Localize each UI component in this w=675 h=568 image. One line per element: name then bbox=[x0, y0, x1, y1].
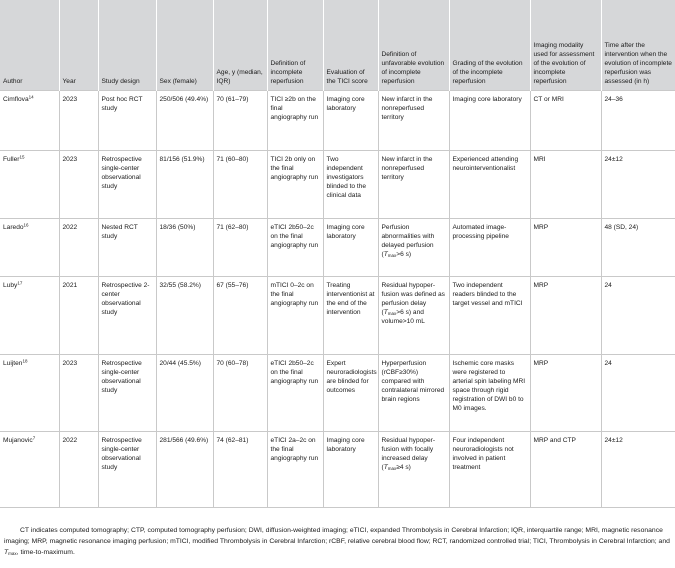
cell-year: 2023 bbox=[59, 354, 98, 431]
cell-author: Luijten$^{18}$ bbox=[0, 354, 59, 431]
cell-evaluation: Expert neuroradiologists are blinded for outcomes bbox=[323, 354, 378, 431]
cell-design: Post hoc RCT study bbox=[98, 90, 156, 150]
cell-author: Laredo$^{16}$ bbox=[0, 218, 59, 276]
cell-sex: 250/506 (49.4%) bbox=[156, 90, 213, 150]
cell-year: 2023 bbox=[59, 90, 98, 150]
cell-sex: 281/566 (49.6%) bbox=[156, 431, 213, 507]
header-age: Age, y (median, IQR) bbox=[213, 0, 267, 90]
cell-definition: mTICI 0–2c on the final angiography run bbox=[267, 276, 323, 354]
cell-unfavorable: Perfusion abnormalities with delayed perfusion ($T_{max}>6$ s) bbox=[378, 218, 449, 276]
cell-evaluation: Imaging core laboratory bbox=[323, 90, 378, 150]
cell-sex: 18/36 (50%) bbox=[156, 218, 213, 276]
cell-definition: TICI ≥2b on the final angiography run bbox=[267, 90, 323, 150]
reference-number: 7 bbox=[32, 435, 36, 440]
cell-author: Fuller$^{15}$ bbox=[0, 150, 59, 218]
cell-design: Retrospective single-center observational study bbox=[98, 431, 156, 507]
cell-definition: eTICI 2a–2c on the final angiography run bbox=[267, 431, 323, 507]
cell-author: Luby$^{17}$ bbox=[0, 276, 59, 354]
cell-year: 2022 bbox=[59, 431, 98, 507]
cell-time: 48 (SD, 24) bbox=[601, 218, 675, 276]
cell-year: 2022 bbox=[59, 218, 98, 276]
cell-grading: Four independent neuroradiologists not involved in patient treatment bbox=[449, 431, 530, 507]
cell-modality: MRP and CTP bbox=[530, 431, 601, 507]
cell-evaluation: Imaging core laboratory bbox=[323, 431, 378, 507]
cell-design: Retrospective 2-center observational study bbox=[98, 276, 156, 354]
cell-age: 74 (62–81) bbox=[213, 431, 267, 507]
reference-number: 15 bbox=[19, 154, 25, 159]
cell-unfavorable: Residual hypoper-fusion was defined as perfusion delay ($T_{max}>6$ s) and volume>10 mL bbox=[378, 276, 449, 354]
header-year: Year bbox=[59, 0, 98, 90]
cell-evaluation: Imaging core laboratory bbox=[323, 218, 378, 276]
cell-time: 24–36 bbox=[601, 90, 675, 150]
cell-unfavorable: Hyperperfusion (rCBF≥30%) compared with contralateral mirrored brain regions bbox=[378, 354, 449, 431]
header-sex: Sex (female) bbox=[156, 0, 213, 90]
cell-unfavorable: New infarct in the nonreperfused territory bbox=[378, 90, 449, 150]
cell-age: 71 (60–80) bbox=[213, 150, 267, 218]
cell-grading: Automated image-processing pipeline bbox=[449, 218, 530, 276]
cell-age: 67 (55–76) bbox=[213, 276, 267, 354]
cell-modality: MRI bbox=[530, 150, 601, 218]
reference-number: 16 bbox=[23, 222, 29, 227]
cell-evaluation: Two independent investigators blinded to the clinical data bbox=[323, 150, 378, 218]
cell-time: 24 bbox=[601, 276, 675, 354]
reference-number: 18 bbox=[22, 358, 28, 363]
cell-sex: 20/44 (45.5%) bbox=[156, 354, 213, 431]
cell-modality: MRP bbox=[530, 354, 601, 431]
cell-age: 70 (61–79) bbox=[213, 90, 267, 150]
cell-author: Mujanovic$^7$ bbox=[0, 431, 59, 507]
cell-definition: eTICI 2b50–2c on the final angiography run bbox=[267, 218, 323, 276]
cell-modality: MRP bbox=[530, 276, 601, 354]
table-footnote: CT indicates computed tomography; CTP, computed tomography perfusion; DWI, diffusion-weighted imaging; eTICI, expanded Thrombolysis in Cerebral Infarction; IQR, interquartile range; MRI, magnetic resonance imaging; MRP, magnetic resonance imaging perfusion; mTICI, modified Thrombolysis in Cerebral Infarction; rCBF, relative cerebral blood flow; RCT, randomized controlled trial; TICI, Thrombolysis in Cerebral Infarction; and $T_{max}$, time-to-maximum. bbox=[4, 527, 670, 556]
cell-modality: MRP bbox=[530, 218, 601, 276]
cell-design: Retrospective single-center observational study bbox=[98, 150, 156, 218]
cell-time: 24±12 bbox=[601, 150, 675, 218]
table-header-row bbox=[0, 0, 675, 90]
cell-age: 71 (62–80) bbox=[213, 218, 267, 276]
table-row bbox=[0, 218, 675, 276]
table-row bbox=[0, 90, 675, 150]
header-study-design: Study design bbox=[98, 0, 156, 90]
cell-evaluation: Treating interventionist at the end of the intervention bbox=[323, 276, 378, 354]
header-imaging-modality: Imaging modality used for assessment of the evolution of incomplete reperfusion bbox=[530, 0, 601, 90]
cell-definition: eTICI 2b50–2c on the final angiography run bbox=[267, 354, 323, 431]
cell-unfavorable: New infarct in the nonreperfused territory bbox=[378, 150, 449, 218]
cell-sex: 32/55 (58.2%) bbox=[156, 276, 213, 354]
header-evaluation: Evaluation of the TICI score bbox=[323, 0, 378, 90]
cell-grading: Ischemic core masks were registered to arterial spin labeling MRI space through rigid registration of DWI b0 to M0 images. bbox=[449, 354, 530, 431]
cell-grading: Two independent readers blinded to the target vessel and mTICI bbox=[449, 276, 530, 354]
cell-year: 2023 bbox=[59, 150, 98, 218]
cell-time: 24±12 bbox=[601, 431, 675, 507]
header-unfavorable-evolution: Definition of unfavorable evolution of incomplete reperfusion bbox=[378, 0, 449, 90]
cell-sex: 81/156 (51.9%) bbox=[156, 150, 213, 218]
cell-year: 2021 bbox=[59, 276, 98, 354]
cell-design: Retrospective single-center observational study bbox=[98, 354, 156, 431]
cell-definition: TICI 2b only on the final angiography run bbox=[267, 150, 323, 218]
cell-time: 24 bbox=[601, 354, 675, 431]
table-row bbox=[0, 150, 675, 218]
cell-author: Cimflova$^{14}$ bbox=[0, 90, 59, 150]
cell-grading: Imaging core laboratory bbox=[449, 90, 530, 150]
table-row bbox=[0, 354, 675, 431]
cell-unfavorable: Residual hypoper-fusion with focally increased delay ($T_{max}\ge 4$ s) bbox=[378, 431, 449, 507]
reference-number: 14 bbox=[28, 94, 34, 99]
table-row bbox=[0, 431, 675, 507]
header-author: Author bbox=[0, 0, 59, 90]
reference-number: 17 bbox=[17, 280, 23, 285]
cell-modality: CT or MRI bbox=[530, 90, 601, 150]
header-grading: Grading of the evolution of the incomplete reperfusion bbox=[449, 0, 530, 90]
cell-age: 70 (60–78) bbox=[213, 354, 267, 431]
header-definition: Definition of incomplete reperfusion bbox=[267, 0, 323, 90]
cell-design: Nested RCT study bbox=[98, 218, 156, 276]
cell-grading: Experienced attending neurointerventionalist bbox=[449, 150, 530, 218]
header-time-after: Time after the intervention when the evolution of incomplete reperfusion was assessed (in h) bbox=[601, 0, 675, 90]
table-row bbox=[0, 276, 675, 354]
